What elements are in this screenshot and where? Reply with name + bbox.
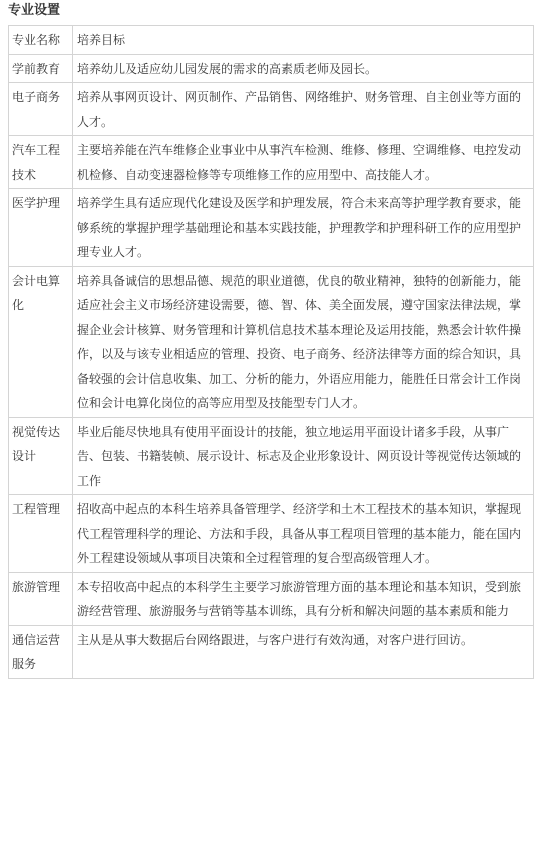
training-goal-cell: 主要培养能在汽车维修企业事业中从事汽车检测、维修、修理、空调维修、电控发动机检修、自动变速器检修等专项维修工作的应用型中、高技能人才。 [73,136,534,189]
header-training-goal: 培养目标 [73,26,534,55]
major-name-cell: 医学护理 [9,189,73,267]
training-goal-cell: 培养具备诚信的思想品德、规范的职业道德，优良的敬业精神，独特的创新能力，能适应社会主义市场经济建设需要，德、智、体、美全面发展，遵守国家法律法规，掌握企业会计核算、财务管理和计算机信息技术基本理论及运用技能，熟悉会计软件操作，以及与该专业相适应的管理、投资、电子商务、经济法律等方面的综合知识，具备较强的会计信息收集、加工、分析的能力，外语应用能力，能胜任日常会计工作岗位和会计电算化岗位的高等应用型及技能型专门人才。 [73,266,534,417]
table-row [9,417,534,495]
table-row [9,189,534,267]
table-row [9,572,534,625]
section-heading: 专业设置 [8,3,61,18]
table-header-row [9,26,534,55]
table-row [9,266,534,417]
table-row [9,495,534,573]
training-goal-cell: 主从是从事大数据后台网络跟进，与客户进行有效沟通，对客户进行回访。 [73,625,534,678]
training-goal-cell: 培养学生具有适应现代化建设及医学和护理发展，符合未来高等护理学教育要求，能够系统的掌握护理学基础理论和基本实践技能，护理教学和护理科研工作的应用型护理专业人才。 [73,189,534,267]
major-name-cell: 通信运营服务 [9,625,73,678]
table-row [9,625,534,678]
major-name-cell: 学前教育 [9,54,73,83]
major-name-cell: 会计电算化 [9,266,73,417]
training-goal-cell: 招收高中起点的本科生培养具备管理学、经济学和土木工程技术的基本知识，掌握现代工程管理科学的理论、方法和手段，具备从事工程项目管理的基本能力，能在国内外工程建设领域从事项目决策和全过程管理的复合型高级管理人才。 [73,495,534,573]
table-row [9,83,534,136]
table-row [9,54,534,83]
major-name-cell: 电子商务 [9,83,73,136]
major-name-cell: 汽车工程技术 [9,136,73,189]
majors-table [8,25,534,679]
header-major-name: 专业名称 [9,26,73,55]
table-row [9,136,534,189]
training-goal-cell: 本专招收高中起点的本科学生主要学习旅游管理方面的基本理论和基本知识，受到旅游经营管理、旅游服务与营销等基本训练，具有分析和解决问题的基本素质和能力 [73,572,534,625]
training-goal-cell: 毕业后能尽快地具有使用平面设计的技能，独立地运用平面设计诸多手段，从事广告、包装、书籍装帧、展示设计、标志及企业形象设计、网页设计等视觉传达领域的工作 [73,417,534,495]
major-name-cell: 旅游管理 [9,572,73,625]
training-goal-cell: 培养从事网页设计、网页制作、产品销售、网络维护、财务管理、自主创业等方面的人才。 [73,83,534,136]
training-goal-cell: 培养幼儿及适应幼儿园发展的需求的高素质老师及园长。 [73,54,534,83]
major-name-cell: 工程管理 [9,495,73,573]
major-name-cell: 视觉传达设计 [9,417,73,495]
